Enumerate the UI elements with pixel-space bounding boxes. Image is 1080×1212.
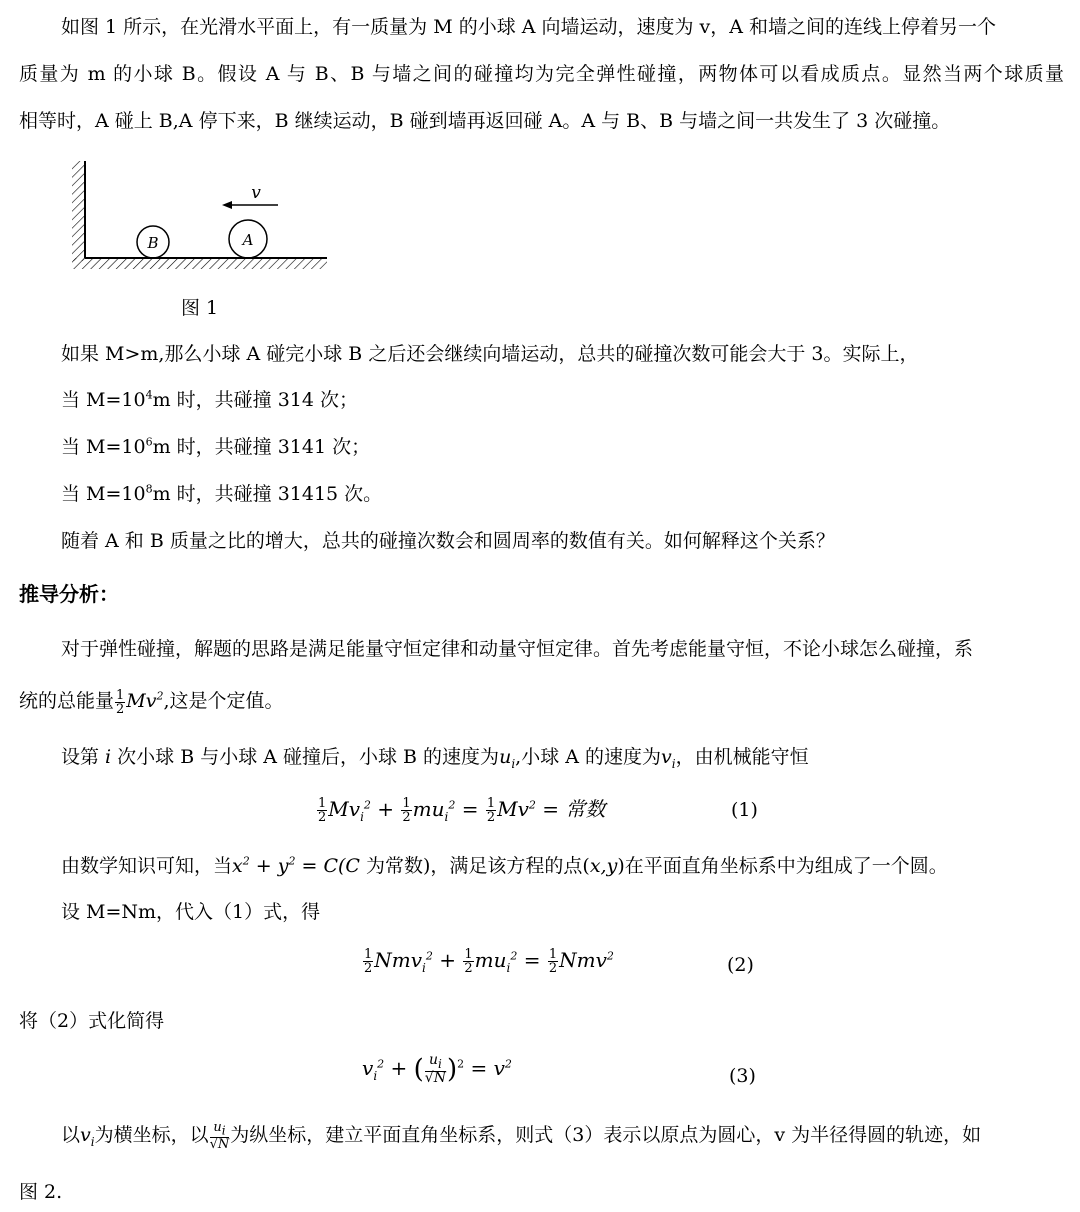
energy-formula: Mv$^2$ [126,689,164,712]
equation-2: $\frac{1}{2}$ Nmv$_i^2$ + $\frac{1}{2}$ $mu_i^2$ = $\frac{1}{2}$ Nmv$^2$ [364,947,614,976]
question-line-5: 随着 A 和 B 质量之比的增大，总共的碰撞次数会和圆周率的数值有关。如何解释这个关系？ [61,530,835,552]
p6-mid-2: 为纵坐标，建立平面直角坐标系，则式（3）表示以原点为圆心，v 为半径得圆的轨迹，如 [230,1124,982,1146]
analysis-p4: 设 M=Nm，代入（1）式，得 [61,901,321,923]
floor-hatching [72,258,327,269]
p3-mid: 为常数)，满足该方程的点( [366,855,590,877]
ball-a-label: A [242,231,254,249]
figure-1-diagram [60,155,340,275]
analysis-heading: 推导分析： [19,582,119,606]
p2-pre: 设第 [61,746,106,768]
intro-line-3: 相等时，A 碰上 B,A 停下来，B 继续运动，B 碰到墙再返回碰 A。A 与 B、B 与墙之间一共发生了 3 次碰撞。 [19,110,951,132]
energy-text-pre: 统的总能量 [19,690,115,712]
p2-mid-1: 次小球 B 与小球 A 碰撞后，小球 B 的速度为 [111,746,500,768]
point-xy: x,y [589,855,618,877]
analysis-p6-line-1 [61,1120,1061,1151]
figure-1-caption: 图 1 [181,297,219,319]
analysis-p1-line-1: 对于弹性碰撞，解题的思路是满足能量守恒定律和动量守恒定律。首先考虑能量守恒，不论小球怎么碰撞，系 [61,638,974,660]
analysis-p2 [61,742,1061,771]
analysis-p3 [61,851,1061,878]
symbol-v-i-axis: $v_i$ [80,1124,95,1149]
case-3-exponent: 8 [145,482,153,496]
velocity-arrow-head [222,201,232,209]
case-2-pre: 当 M=10 [61,436,146,458]
fraction-half: $\frac{1}{2}$ [116,687,125,717]
wall-hatching [72,161,85,261]
p2-post: ，由机械能守恒 [675,746,809,768]
p3-pre: 由数学知识可知，当 [61,855,233,877]
p6-mid-1: 为横坐标，以 [94,1124,209,1146]
case-line-2 [61,432,1061,459]
equation-1-constant: 常数 [565,797,606,821]
ball-b-label: B [147,234,159,252]
intro-line-1: 如图 1 所示，在光滑水平面上，有一质量为 M 的小球 A 向墙运动，速度为 v，A 和墙之间的连线上停着另一个 [61,16,997,38]
case-3-post: m 时，共碰撞 31415 次。 [152,483,383,505]
equation-1: $\frac{1}{2}$ $Mv_i^2$ + $\frac{1}{2}$ $mu_i^2$ = $\frac{1}{2}$ $Mv^2$ = 常数 [318,796,606,825]
analysis-p1-line-2 [19,686,1064,716]
equation-3-number: (3) [729,1065,756,1087]
intro-line-2: 质量为 m 的小球 B。假设 A 与 B、B 与墙之间的碰撞均为完全弹性碰撞，两物体可以看成质点。显然当两个球质量 [19,63,1064,85]
case-3-pre: 当 M=10 [61,483,146,505]
equation-2-number: (2) [727,954,754,976]
case-2-exponent: 6 [145,435,153,449]
case-1-exponent: 4 [145,388,153,402]
question-line-1: 如果 M>m,那么小球 A 碰完小球 B 之后还会继续向墙运动，总共的碰撞次数可能会大于 3。实际上， [61,343,919,365]
case-1-pre: 当 M=10 [61,389,146,411]
p3-post: )在平面直角坐标系中为组成了一个圆。 [617,855,948,877]
symbol-v-i: $v_i$ [661,746,676,771]
p2-mid-2: ,小球 A 的速度为 [515,746,661,768]
fraction-u-over-root-n: $\frac{u_i}{√N}$ [209,1119,230,1153]
p6-pre: 以 [61,1124,81,1146]
case-2-post: m 时，共碰撞 3141 次； [152,436,371,458]
energy-text-post: ,这是个定值。 [163,690,284,712]
circle-equation: $x^2 + y^2 = C(C$ [232,854,366,877]
equation-3: $v_i^2$ + ( $\frac{u_i}{√N}$ )$^2 = v^2$ [362,1052,512,1086]
symbol-u-i: $u_i$ [499,746,516,771]
case-line-1 [61,385,1061,412]
case-line-3 [61,479,1061,506]
analysis-p6-line-2: 图 2. [19,1181,63,1203]
case-1-post: m 时，共碰撞 314 次； [152,389,358,411]
velocity-label: v [251,183,261,203]
analysis-p5: 将（2）式化简得 [19,1010,165,1032]
p2-index-i: i [105,746,112,768]
equation-1-number: (1) [731,799,758,821]
